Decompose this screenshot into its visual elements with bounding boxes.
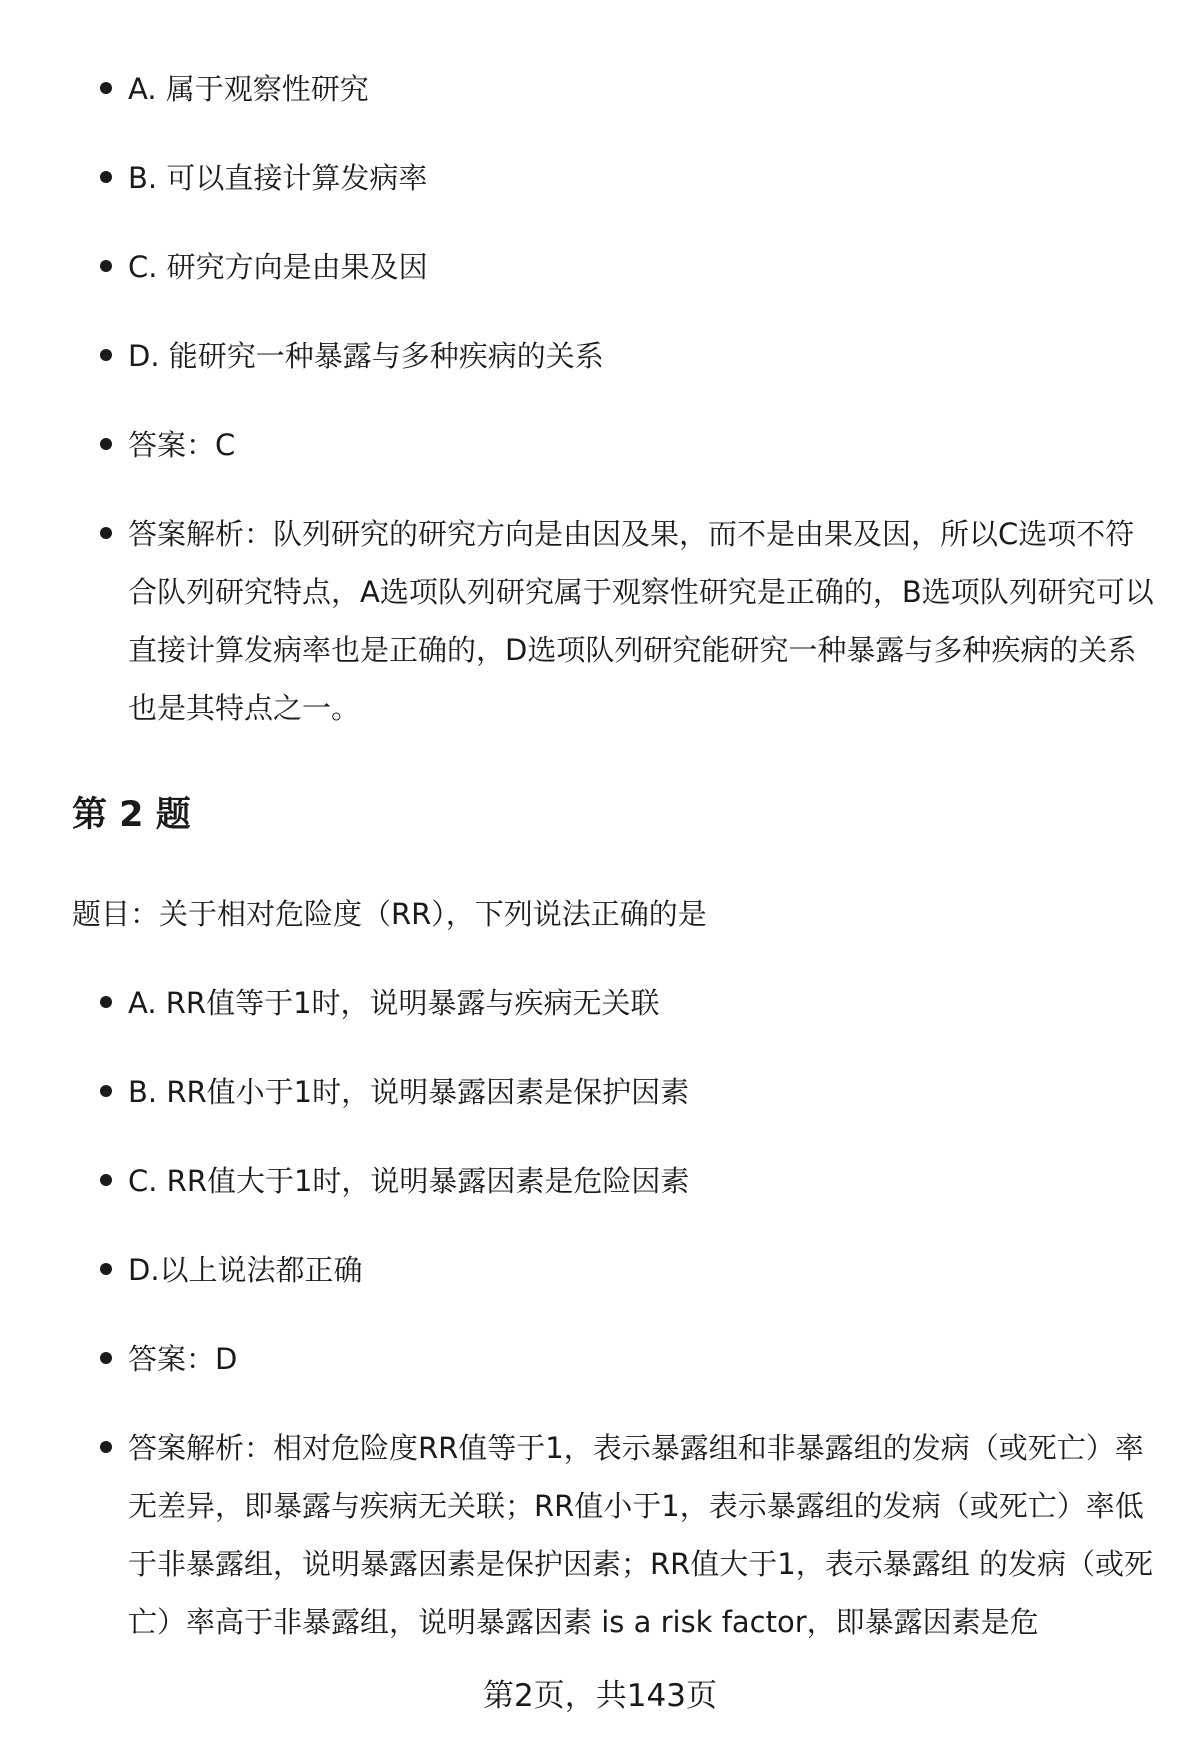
bullet-icon xyxy=(100,260,112,272)
q1-option-b-text: B. 可以直接计算发病率 xyxy=(128,161,428,195)
q2-explanation-text: 答案解析：相对危险度RR值等于1，表示暴露组和非暴露组的发病（或死亡）率无差异，即暴露与疾病无关联；RR值小于1，表示暴露组的发病（或死亡）率低于非暴露组，说明暴露因素是保护因素；RR值大于1，表示暴露组 的发病（或死亡）率高于非暴露组，说明暴露因素 is a risk factor，即暴露因素是危 xyxy=(128,1431,1153,1639)
bullet-icon xyxy=(100,438,112,450)
q1-option-c-text: C. 研究方向是由果及因 xyxy=(128,250,428,284)
bullet-icon xyxy=(100,1085,112,1097)
page-number: 第2页，共143页 xyxy=(483,1678,717,1714)
bullet-icon xyxy=(100,996,112,1008)
bullet-icon xyxy=(100,1352,112,1364)
q1-answer-text: 答案：C xyxy=(128,428,236,462)
q1-option-c xyxy=(128,238,1158,296)
q1-explanation xyxy=(128,505,1158,737)
q2-option-d-text: D.以上说法都正确 xyxy=(128,1253,363,1287)
q2-option-a xyxy=(128,974,1158,1032)
q1-option-d-text: D. 能研究一种暴露与多种疾病的关系 xyxy=(128,339,604,373)
q1-option-d xyxy=(128,327,1158,385)
q2-option-d xyxy=(128,1241,1158,1299)
q2-stem: 题目：关于相对危险度（RR），下列说法正确的是 xyxy=(72,897,707,931)
q2-option-c xyxy=(128,1152,1158,1210)
bullet-icon xyxy=(100,82,112,94)
q2-explanation xyxy=(128,1419,1158,1651)
q1-option-b xyxy=(128,149,1158,207)
q2-option-b-text: B. RR值小于1时，说明暴露因素是保护因素 xyxy=(128,1075,690,1109)
q1-option-a xyxy=(128,60,1158,118)
q2-option-b xyxy=(128,1063,1158,1121)
q1-explanation-text: 答案解析：队列研究的研究方向是由因及果，而不是由果及因，所以C选项不符合队列研究特点，A选项队列研究属于观察性研究是正确的，B选项队列研究可以直接计算发病率也是正确的，D选项队列研究能研究一种暴露与多种疾病的关系也是其特点之一。 xyxy=(128,517,1154,725)
q2-option-a-text: A. RR值等于1时，说明暴露与疾病无关联 xyxy=(128,986,660,1020)
bullet-icon xyxy=(100,171,112,183)
bullet-icon xyxy=(100,527,112,539)
q2-answer xyxy=(128,1330,1158,1388)
q2-option-c-text: C. RR值大于1时，说明暴露因素是危险因素 xyxy=(128,1164,690,1198)
q1-option-a-text: A. 属于观察性研究 xyxy=(128,72,369,106)
bullet-icon xyxy=(100,349,112,361)
bullet-icon xyxy=(100,1441,112,1453)
q1-answer xyxy=(128,416,1158,474)
q2-answer-text: 答案：D xyxy=(128,1342,238,1376)
q2-title: 第 2 题 xyxy=(72,795,191,835)
bullet-icon xyxy=(100,1263,112,1275)
bullet-icon xyxy=(100,1174,112,1186)
